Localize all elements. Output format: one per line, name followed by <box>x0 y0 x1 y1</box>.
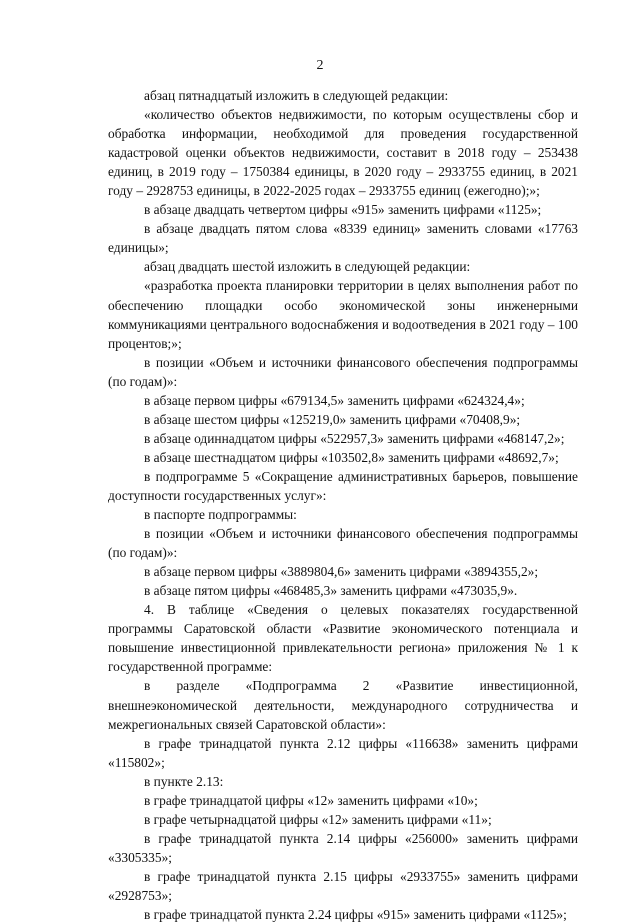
paragraph: в абзаце двадцать пятом слова «8339 единиц» заменить словами «17763 единицы»; <box>108 221 578 256</box>
paragraph: в разделе «Подпрограмма 2 «Развитие инвестиционной, внешнеэкономической деятельности, международного сотрудничества и межрегиональных связей Саратовской области»: <box>108 678 578 732</box>
paragraph: «количество объектов недвижимости, по которым осуществлены сбор и обработка информации, необходимой для проведения государственной кадастровой оценки объектов недвижимости, составит в 2018 году – 253438 единиц, в 2019 году – 1750384 единицы, в 2020 году – 2933755 единиц, в 2021 году – 2928753 единицы, в 2022-2025 годах – 2933755 единиц (ежегодно);»; <box>108 107 578 199</box>
paragraph: в графе тринадцатой пункта 2.15 цифры «2933755» заменить цифрами «2928753»; <box>108 868 578 903</box>
paragraph: в графе тринадцатой пункта 2.14 цифры «256000» заменить цифрами «3305335»; <box>108 830 578 865</box>
paragraph: абзац пятнадцатый изложить в следующей редакции: <box>144 88 449 103</box>
paragraph: в графе тринадцатой пункта 2.12 цифры «116638» заменить цифрами «115802»; <box>108 735 578 770</box>
paragraph: в пункте 2.13: <box>144 773 224 789</box>
paragraph: в позиции «Объем и источники финансового обеспечения подпрограммы (по годам)»: <box>108 526 578 561</box>
paragraph: в подпрограмме 5 «Сокращение административных барьеров, повышение доступности государственных услуг»: <box>108 468 578 503</box>
paragraph: абзац двадцать шестой изложить в следующей редакции: <box>144 259 471 275</box>
paragraph: в графе тринадцатой цифры «12» заменить цифрами «10»; <box>144 792 478 808</box>
document-body <box>108 86 578 924</box>
paragraph: в абзаце шестнадцатом цифры «103502,8» заменить цифрами «48692,7»; <box>144 449 559 465</box>
paragraph: 4. В таблице «Сведения о целевых показателях государственной программы Саратовской области «Развитие экономического потенциала и повышение инвестиционной привлекательности региона» приложения № 1 к государственной программе: <box>108 602 578 675</box>
paragraph: в графе четырнадцатой цифры «12» заменить цифрами «11»; <box>144 811 492 827</box>
paragraph: в паспорте подпрограммы: <box>144 507 297 523</box>
page-number: 2 <box>316 58 324 73</box>
paragraph: в абзаце двадцать четвертом цифры «915» заменить цифрами «1125»; <box>144 202 542 218</box>
paragraph: в позиции «Объем и источники финансового обеспечения подпрограммы (по годам)»: <box>108 354 578 389</box>
paragraph: в абзаце первом цифры «3889804,6» заменить цифрами «3894355,2»; <box>144 564 539 580</box>
paragraph: в абзаце одиннадцатом цифры «522957,3» заменить цифрами «468147,2»; <box>144 430 565 446</box>
paragraph: в абзаце первом цифры «679134,5» заменить цифрами «624324,4»; <box>144 392 525 408</box>
paragraph: в абзаце пятом цифры «468485,3» заменить цифрами «473035,9». <box>144 583 518 599</box>
paragraph: в абзаце шестом цифры «125219,0» заменить цифрами «70408,9»; <box>144 411 521 427</box>
paragraph: «разработка проекта планировки территории в целях выполнения работ по обеспечению площадки особо экономической зоны инженерными коммуникациями центрального водоснабжения и водоотведения в 2021 году – 100 процентов;»; <box>108 278 578 351</box>
paragraph: в графе тринадцатой пункта 2.24 цифры «915» заменить цифрами «1125»; <box>144 907 567 923</box>
